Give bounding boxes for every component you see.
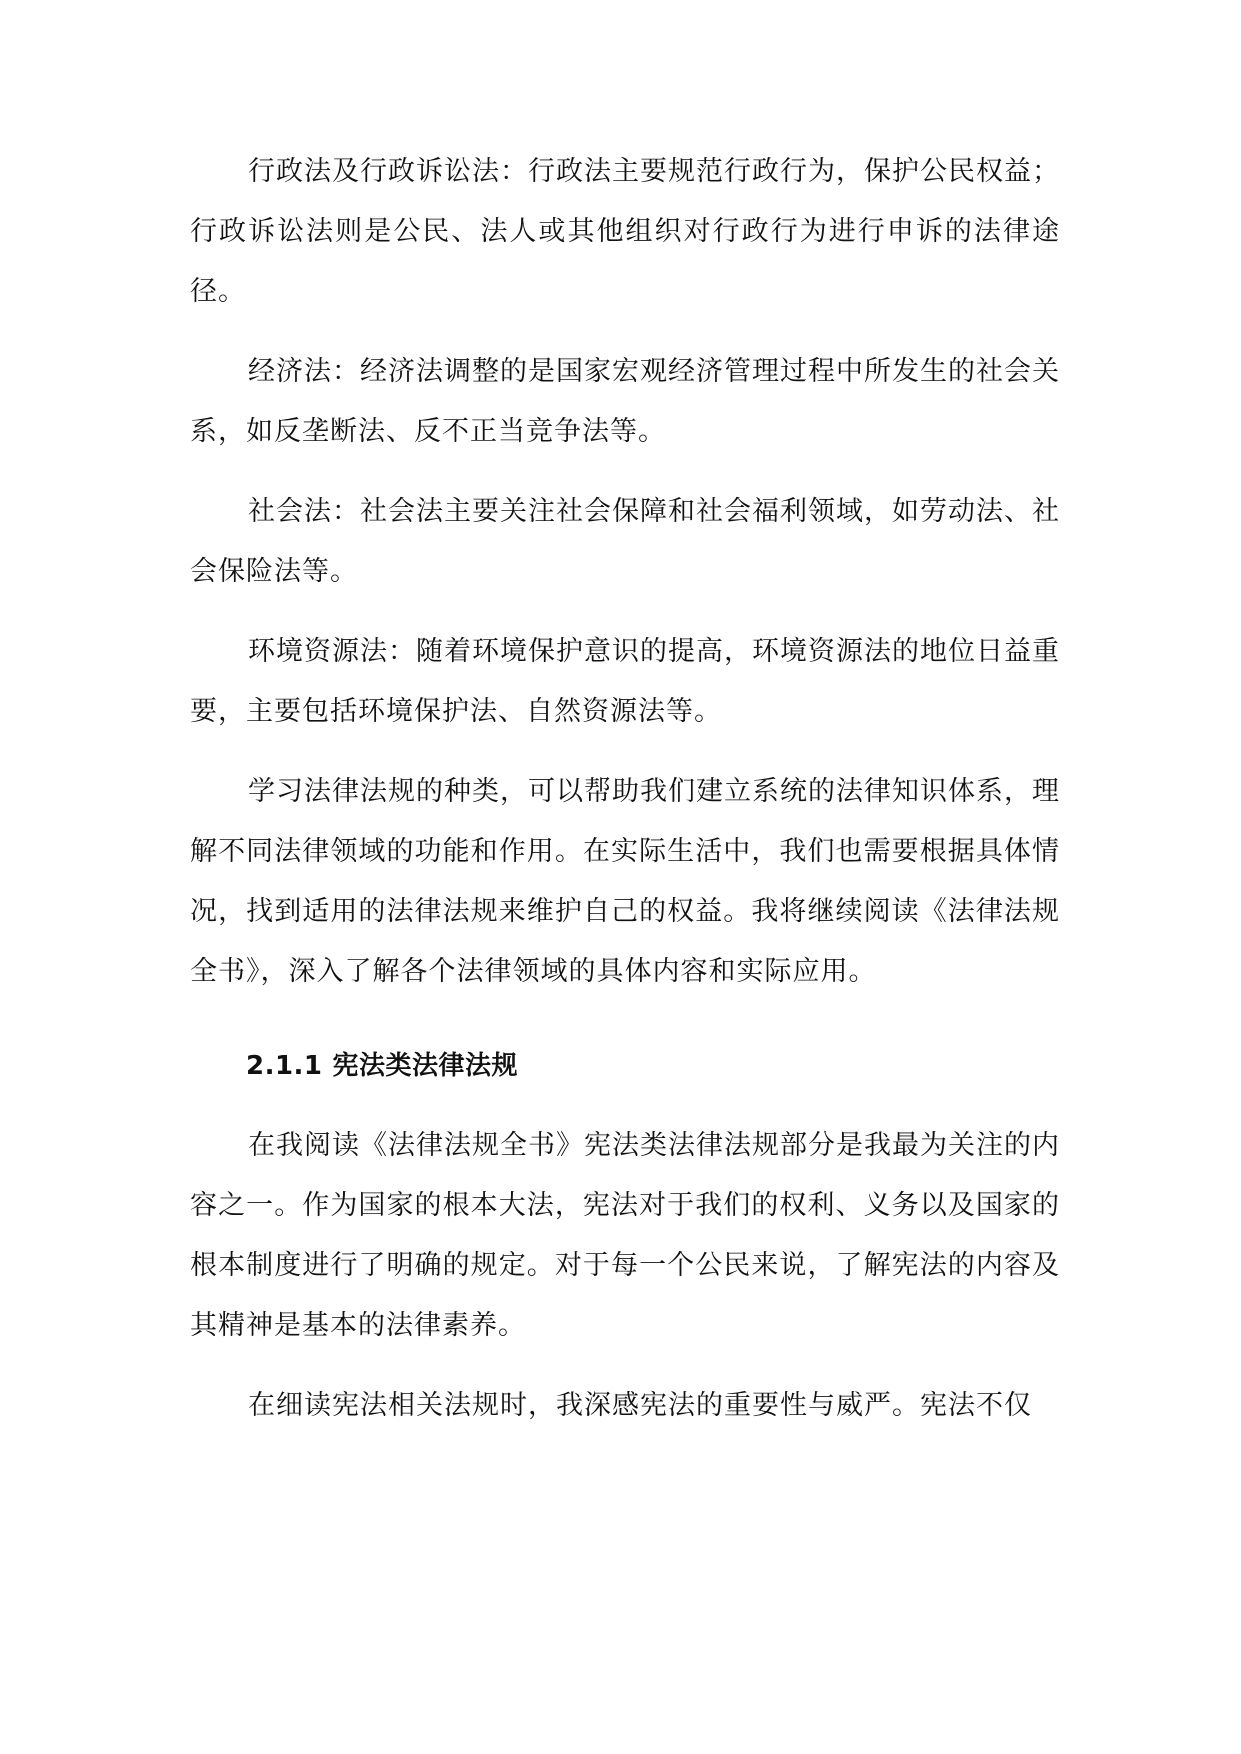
section-title: 宪法类法律法规 xyxy=(332,1051,519,1081)
paragraph-administrative-law: 行政法及行政诉讼法：行政法主要规范行政行为，保护公民权益；行政诉讼法则是公民、法人或其他组织对行政行为进行申诉的法律途径。 xyxy=(190,156,1060,307)
paragraph-constitution-reading: 在细读宪法相关法规时，我深感宪法的重要性与威严。宪法不仅 xyxy=(248,1390,1032,1421)
document-body xyxy=(190,142,1060,1456)
section-number: 2.1.1 xyxy=(246,1051,323,1081)
paragraph-economic-law: 经济法：经济法调整的是国家宏观经济管理过程中所发生的社会关系，如反垄断法、反不正当竞争法等。 xyxy=(190,356,1060,447)
paragraph-constitution-intro: 在我阅读《法律法规全书》宪法类法律法规部分是我最为关注的内容之一。作为国家的根本大法，宪法对于我们的权利、义务以及国家的根本制度进行了明确的规定。对于每一个公民来说，了解宪法的内容及其精神是基本的法律素养。 xyxy=(190,1130,1060,1341)
paragraph-social-law: 社会法：社会法主要关注社会保障和社会福利领域，如劳动法、社会保险法等。 xyxy=(190,496,1060,587)
paragraph-environmental-law: 环境资源法：随着环境保护意识的提高，环境资源法的地位日益重要，主要包括环境保护法、自然资源法等。 xyxy=(190,636,1060,727)
paragraph-learning-summary: 学习法律法规的种类，可以帮助我们建立系统的法律知识体系，理解不同法律领域的功能和作用。在实际生活中，我们也需要根据具体情况，找到适用的法律法规来维护自己的权益。我将继续阅读《法律法规全书》，深入了解各个法律领域的具体内容和实际应用。 xyxy=(190,776,1060,987)
section-heading xyxy=(190,1036,1060,1096)
